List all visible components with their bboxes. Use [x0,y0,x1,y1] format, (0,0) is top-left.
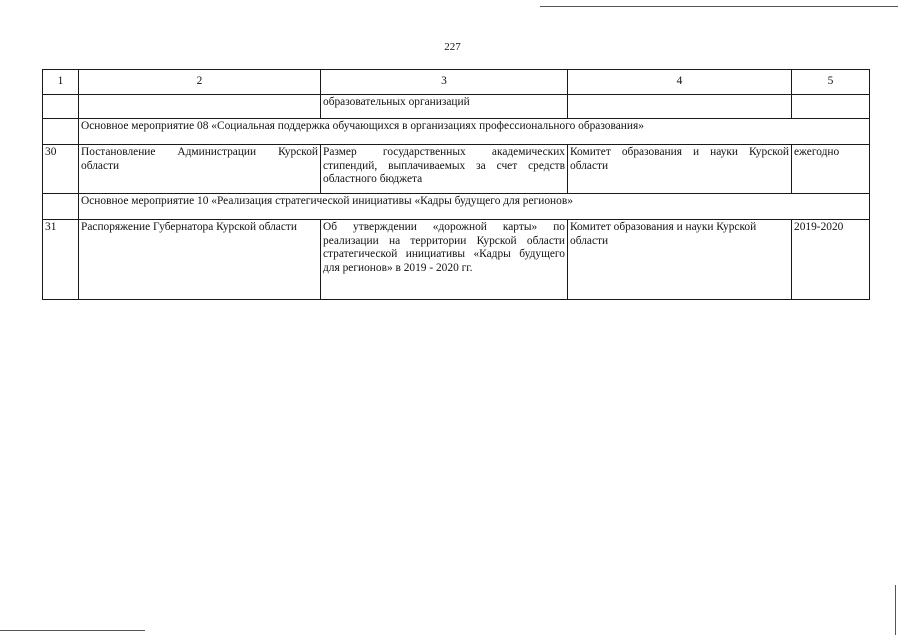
column-header-1: 1 [43,70,79,95]
cell-term: ежегодно [792,145,870,194]
cell-number [43,119,79,145]
cell-document [79,95,321,119]
cell-document: Постановление Администрации Курской области [79,145,321,194]
cell-number [43,194,79,220]
table-row-30 [43,145,870,194]
measures-table [42,69,870,300]
table-row-continuation [43,95,870,119]
cell-content: Об утверждении «дорожной карты» по реализации на территории Курской области стратегической инициативы «Кадры будущего для регионов» в 2019 - 2020 гг. [321,220,568,300]
column-header-4: 4 [568,70,792,95]
table-header-row [43,70,870,95]
scan-edge-top-right [540,6,898,7]
cell-content: Размер государственных академических стипендий, выплачиваемых за счет средств областного бюджета [321,145,568,194]
column-header-3: 3 [321,70,568,95]
cell-number [43,95,79,119]
table-row-section-08 [43,119,870,145]
cell-term [792,95,870,119]
cell-executor: Комитет образования и науки Курской области [568,145,792,194]
table-row-31 [43,220,870,300]
cell-document: Распоряжение Губернатора Курской области [79,220,321,300]
cell-executor: Комитет образования и науки Курской области [568,220,792,300]
table-row-section-10 [43,194,870,220]
section-title: Основное мероприятие 10 «Реализация стратегической инициативы «Кадры будущего для регионов» [79,194,870,220]
page-number: 227 [444,41,461,53]
section-title: Основное мероприятие 08 «Социальная поддержка обучающихся в организациях профессионального образования» [79,119,870,145]
cell-term: 2019-2020 [792,220,870,300]
cell-executor [568,95,792,119]
scan-edge-right [895,585,896,635]
cell-number: 30 [43,145,79,194]
scan-edge-bottom-left [0,630,145,631]
cell-content: образовательных организаций [321,95,568,119]
cell-number: 31 [43,220,79,300]
column-header-2: 2 [79,70,321,95]
column-header-5: 5 [792,70,870,95]
